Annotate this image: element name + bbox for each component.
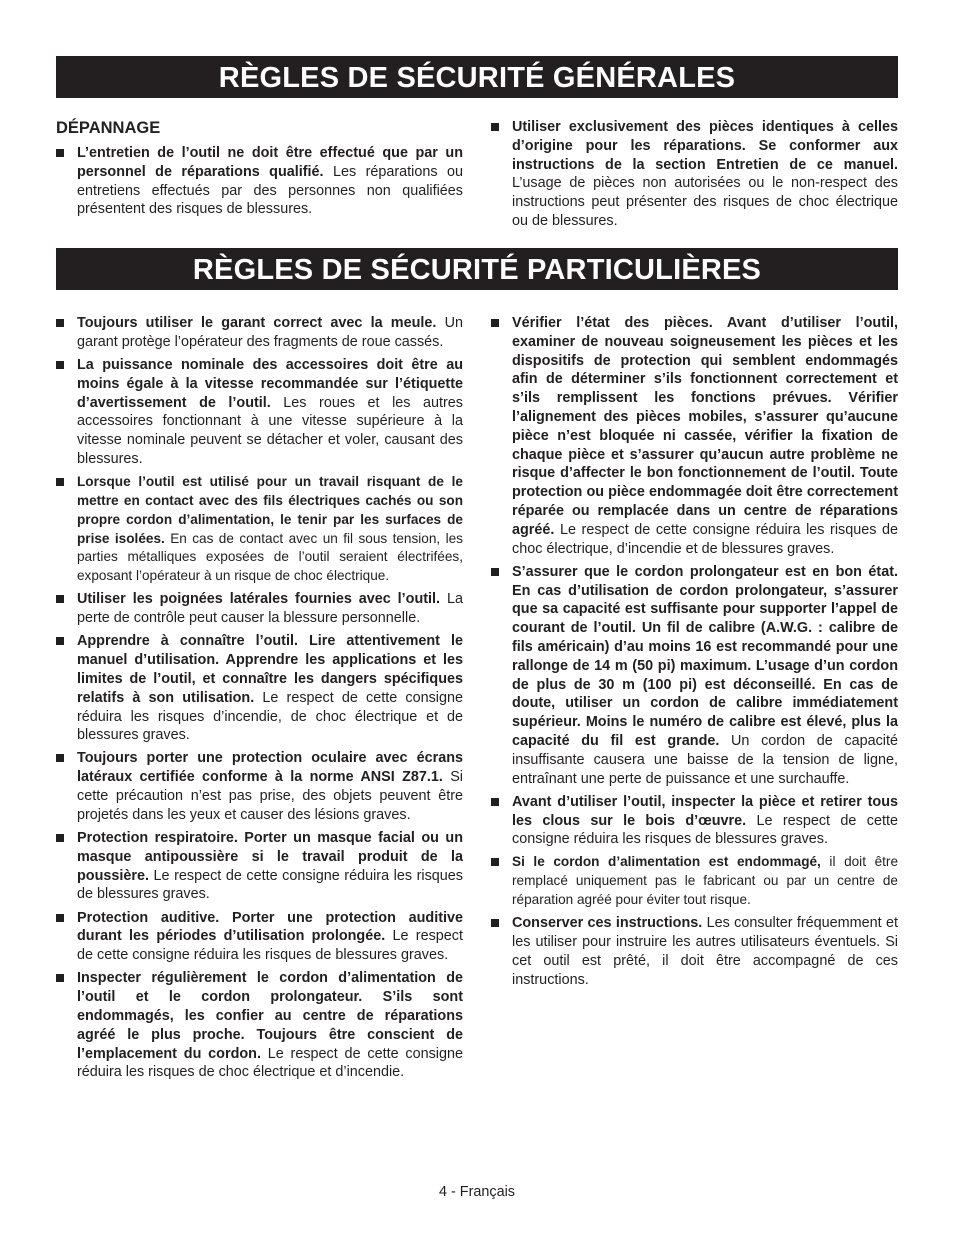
list-item — [56, 909, 463, 965]
list-item — [56, 969, 463, 1082]
item-bold: S’assurer que le cordon prolongateur est en bon état. En cas d’utilisation de cordon prolongateur, s’assurer que sa capacité est suffisante pour supporter l’appel de courant de l’outil. Un fil de calibre (A.W.G. : calibre de fils américain) d’au moins 16 est recommandé pour une rallonge de 14 m (50 pi) maximum. L’usage d’un cordon de plus de 30 m (100 pi) est déconseillé. En cas de doute, utiliser un cordon de calibre immédiatement supérieur. Moins le numéro de calibre est élevé, plus la capacité du fil est grande. — [512, 563, 898, 749]
square-bullet-icon — [491, 319, 499, 327]
item-text: En cas de contact avec un fil sous tension, les parties métalliques exposées de l’outil seraient électrifées, exposant l’opérateur à un risque de choc électrique. — [77, 530, 463, 584]
item-bold: Toujours utiliser le garant correct avec la meule. — [77, 315, 437, 331]
item-text: La perte de contrôle peut causer la blessure personnelle. — [77, 591, 463, 627]
item-bold: Si le cordon d’alimentation est endommagé, — [512, 854, 821, 870]
square-bullet-icon — [56, 754, 64, 762]
item-text: L’usage de pièces non autorisées ou le non-respect des instructions peut présenter des risques de choc électrique ou de blessures. — [512, 175, 898, 229]
item-text: il doit être remplacé uniquement pas le fabricant ou par un centre de réparation agréé pour éviter tout risque. — [512, 854, 898, 908]
item-text: Si cette précaution n’est pas prise, des objets peuvent être projetés dans les yeux et causer des lésions graves. — [77, 769, 463, 823]
square-bullet-icon — [56, 478, 64, 486]
list-item — [56, 632, 463, 745]
item-bold: Apprendre à connaître l’outil. Lire attentivement le manuel d’utilisation. Apprendre les applications et les limites de l’outil, et connaître les dangers spécifiques relatifs à son utilisation. — [77, 633, 463, 706]
item-bold: Protection respiratoire. Porter un masque facial ou un masque antipoussière si le travail produit de la poussière. — [77, 830, 463, 884]
square-bullet-icon — [56, 595, 64, 603]
list-item — [56, 356, 463, 469]
square-bullet-icon — [56, 149, 64, 157]
list-item — [56, 590, 463, 628]
list-item — [491, 563, 898, 789]
list-item — [56, 314, 463, 352]
square-bullet-icon — [491, 568, 499, 576]
item-text: Le respect de cette consigne réduira les risques de blessures graves. — [512, 812, 898, 848]
list-item — [491, 853, 898, 909]
item-bold: Vérifier l’état des pièces. Avant d’utiliser l’outil, examiner de nouveau soigneusement les pièces et les dispositifs de protection qui semblent endommagés afin de déterminer s’ils fonctionnent correctement et s’ils remplissent les fonctions prévues. Vérifier l’alignement des pièces mobiles, s’assurer qu’aucune pièce n’est bloquée ni cassée, vérifier la fixation de chaque pièce et s’assurer qu’aucun autre problème ne risque d’affecter le bon fonctionnement de l’outil. Toute protection ou pièce endommagée doit être correctement réparée ou remplacée dans un centre de réparations agréé. — [512, 315, 898, 538]
item-text: Un cordon de capacité insuffisante causera une baisse de la tension de ligne, entraînant une perte de puissance et une surchauffe. — [512, 732, 898, 787]
item-text: Le respect de cette consigne réduira les risques de blessures graves. — [77, 928, 463, 964]
item-bold: L’entretien de l’outil ne doit être effectué que par un personnel de réparations qualifié. — [77, 145, 463, 180]
square-bullet-icon — [56, 319, 64, 327]
item-bold: Protection auditive. Porter une protection auditive durant les périodes d’utilisation prolongée. — [77, 909, 463, 945]
item-text: Les consulter fréquemment et les utiliser pour instruire les autres utilisateurs éventuels. Si cet outil est prêté, il doit être accompagné de ces instructions. — [512, 915, 899, 988]
item-bold: Lorsque l’outil est utilisé pour un travail risquant de le mettre en contact avec des fils électriques cachés ou son propre cordon d’alimentation, le tenir par les surfaces de prise isolées. — [77, 474, 463, 546]
section-banner-general: RÈGLES DE SÉCURITÉ GÉNÉRALES — [56, 56, 898, 98]
list-item — [56, 749, 463, 824]
item-bold: Toujours porter une protection oculaire avec écrans latéraux certifiée conforme à la norme ANSI Z87.1. — [77, 750, 463, 786]
square-bullet-icon — [56, 974, 64, 982]
section1-left-column — [56, 118, 463, 224]
item-bold: Utiliser exclusivement des pièces identiques à celles d’origine pour les réparations. Se conformer aux instructions de la section Entretien de ce manuel. — [512, 119, 898, 173]
page-footer: 4 - Français — [439, 1184, 515, 1200]
list-item — [491, 914, 898, 989]
section1-right-column — [491, 118, 898, 235]
item-text: Le respect de cette consigne réduira les risques d’incendie, de choc électrique et de blessures graves. — [77, 689, 463, 744]
item-text: Le respect de cette consigne réduira les risques de choc électrique et d’incendie. — [77, 1045, 463, 1081]
subhead-depannage: DÉPANNAGE — [56, 119, 161, 137]
item-text: Les roues et les autres accessoires fonctionnant à une vitesse supérieure à la vitesse nominale peuvent se détacher et voler, causant des blessures. — [77, 394, 463, 467]
square-bullet-icon — [56, 637, 64, 645]
section-banner-specific: RÈGLES DE SÉCURITÉ PARTICULIÈRES — [56, 248, 898, 290]
square-bullet-icon — [491, 123, 499, 131]
item-text: Le respect de cette consigne réduira les risques de choc électrique, d’incendie et de blessures graves. — [512, 521, 898, 557]
item-bold: Utiliser les poignées latérales fournies avec l’outil. — [77, 591, 441, 608]
square-bullet-icon — [491, 858, 499, 866]
item-bold: Conserver ces instructions. — [512, 915, 703, 932]
item-text: Un garant protège l’opérateur des fragments de roue cassés. — [77, 315, 463, 350]
section2-left-column — [56, 314, 463, 1087]
square-bullet-icon — [56, 914, 64, 922]
item-bold: Inspecter régulièrement le cordon d’alimentation de l’outil et le cordon prolongateur. S’ils sont endommagés, les confier au centre de réparations agréé le plus proche. Toujours être conscient de l’emplacement du cordon. — [77, 970, 463, 1062]
list-item — [56, 473, 463, 586]
section2-right-column — [491, 314, 898, 994]
square-bullet-icon — [56, 834, 64, 842]
list-item — [56, 829, 463, 904]
square-bullet-icon — [56, 361, 64, 369]
item-text: Les réparations ou entretiens effectués par des personnes non qualifiées présentent des risques de blessures. — [77, 163, 464, 218]
list-item — [56, 144, 463, 219]
square-bullet-icon — [491, 919, 499, 927]
item-bold: La puissance nominale des accessoires doit être au moins égale à la vitesse recommandée sur l’étiquette d’avertissement de l’outil. — [77, 356, 463, 411]
item-text: Le respect de cette consigne réduira les risques de blessures graves. — [77, 867, 463, 903]
list-item — [491, 118, 898, 231]
square-bullet-icon — [491, 798, 499, 806]
item-bold: Avant d’utiliser l’outil, inspecter la pièce et retirer tous les clous sur le bois d’œuvre. — [512, 793, 898, 829]
list-item — [491, 793, 898, 849]
list-item — [491, 314, 898, 558]
